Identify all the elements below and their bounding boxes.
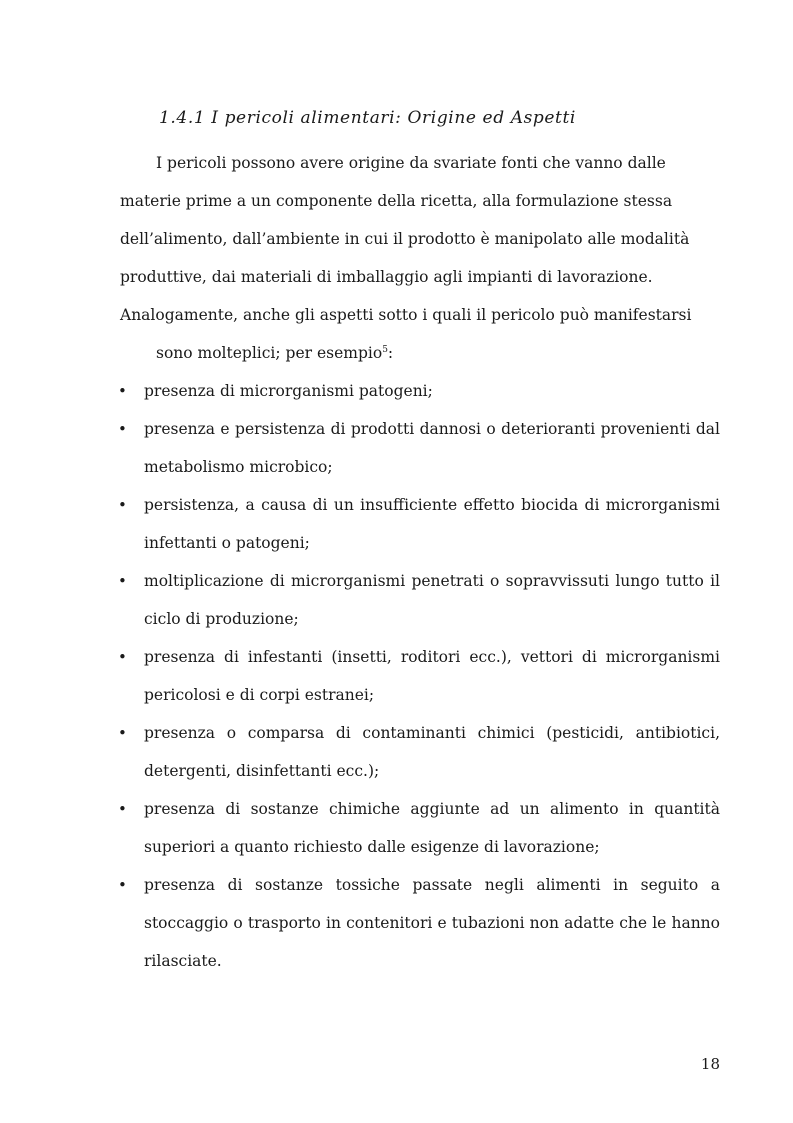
paragraph-text: sono molteplici; per esempio (156, 344, 383, 362)
list-item (0, 372, 720, 410)
intro-paragraph (120, 144, 720, 372)
bullet-icon: • (118, 420, 127, 438)
list-item-line: presenza di infestanti (insetti, roditori ecc.), vettori di microrganismi (144, 648, 720, 666)
list-item (0, 790, 720, 866)
paragraph-line: dell’alimento, dall’ambiente in cui il prodotto è manipolato alle modalità (120, 230, 690, 248)
list-item-line: ciclo di produzione; (144, 610, 299, 628)
paragraph-line: I pericoli possono avere origine da svariate fonti che vanno dalle (156, 154, 666, 172)
list-item-line: infettanti o patogeni; (144, 534, 310, 552)
paragraph-line (120, 334, 720, 372)
bullet-icon: • (118, 572, 127, 590)
list-item-line: superiori a quanto richiesto dalle esigenze di lavorazione; (144, 838, 600, 856)
list-item-line: detergenti, disinfettanti ecc.); (144, 762, 380, 780)
list-item-line: pericolosi e di corpi estranei; (144, 686, 375, 704)
list-item (0, 486, 720, 562)
bullet-icon: • (118, 800, 127, 818)
list-item (0, 562, 720, 638)
list-item-line: presenza di sostanze chimiche aggiunte ad un alimento in quantità (144, 800, 720, 818)
bullet-icon: • (118, 876, 127, 894)
bullet-icon: • (118, 724, 127, 742)
footnote-reference: 5 (382, 345, 388, 355)
bullet-icon: • (118, 496, 127, 514)
list-item (0, 714, 720, 790)
bullet-icon: • (118, 382, 127, 400)
list-item-line: presenza di sostanze tossiche passate negli alimenti in seguito a (144, 876, 720, 894)
list-item-line: moltiplicazione di microrganismi penetrati o sopravvissuti lungo tutto il (144, 572, 720, 590)
list-item-line: rilasciate. (144, 952, 222, 970)
paragraph-line: Analogamente, anche gli aspetti sotto i quali il pericolo può manifestarsi (120, 306, 692, 324)
paragraph-line: produttive, dai materiali di imballaggio agli impianti di lavorazione. (120, 268, 653, 286)
paragraph-line: materie prime a un componente della ricetta, alla formulazione stessa (120, 192, 673, 210)
section-heading: 1.4.1 I pericoli alimentari: Origine ed Aspetti (159, 108, 576, 128)
bullet-list (0, 372, 793, 980)
list-item-line: metabolismo microbico; (144, 458, 333, 476)
bullet-icon: • (118, 648, 127, 666)
list-item-line: presenza e persistenza di prodotti dannosi o deterioranti provenienti dal (144, 420, 720, 438)
list-item (0, 638, 720, 714)
list-item (0, 410, 720, 486)
list-item-line: presenza o comparsa di contaminanti chimici (pesticidi, antibiotici, (144, 724, 720, 742)
page-number: 18 (700, 1055, 720, 1073)
list-item-line: persistenza, a causa di un insufficiente effetto biocida di microrganismi (144, 496, 720, 514)
list-item-line: presenza di microrganismi patogeni; (144, 382, 433, 400)
list-item (0, 866, 720, 980)
paragraph-punctuation: : (387, 344, 394, 362)
list-item-line: stoccaggio o trasporto in contenitori e tubazioni non adatte che le hanno (144, 914, 720, 932)
